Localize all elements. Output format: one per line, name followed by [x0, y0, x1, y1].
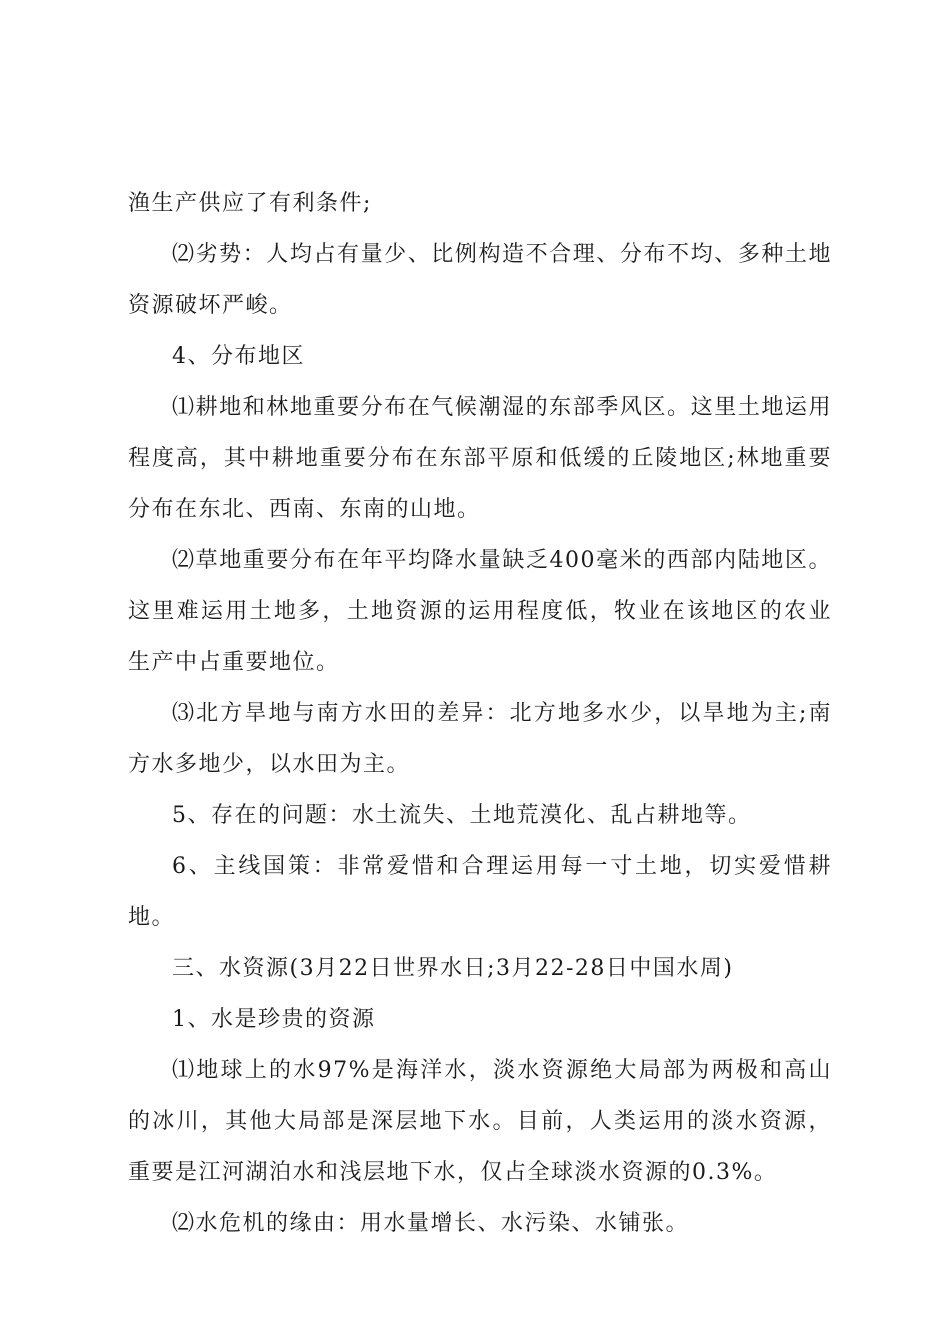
subsection-heading: 1、水是珍贵的资源 — [172, 1007, 376, 1032]
paragraph: ⑵水危机的缘由：用水量增长、水污染、水铺张。 — [172, 1211, 690, 1236]
section-heading: 4、分布地区 — [172, 344, 305, 369]
document-body — [128, 178, 832, 1249]
section-heading: 三、水资源(3月22日世界水日;3月22-28日中国水周) — [172, 956, 734, 981]
paragraph: 5、存在的问题：水土流失、土地荒漠化、乱占耕地等。 — [172, 803, 752, 828]
paragraph: ⑵劣势：人均占有量少、比例构造不合理、分布不均、多种土地资源破坏严峻。 — [128, 242, 832, 318]
paragraph: ⑴耕地和林地重要分布在气候潮湿的东部季风区。这里土地运用程度高，其中耕地重要分布在东部平原和低缓的丘陵地区;林地重要分布在东北、西南、东南的山地。 — [128, 395, 832, 522]
paragraph: 6、主线国策：非常爱惜和合理运用每一寸土地，切实爱惜耕地。 — [128, 854, 832, 930]
paragraph: ⑵草地重要分布在年平均降水量缺乏400毫米的西部内陆地区。这里难运用土地多，土地资源的运用程度低，牧业在该地区的农业生产中占重要地位。 — [128, 548, 832, 675]
paragraph: ⑶北方旱地与南方水田的差异：北方地多水少，以旱地为主;南方水多地少，以水田为主。 — [128, 701, 832, 777]
paragraph: ⑴地球上的水97%是海洋水，淡水资源绝大局部为两极和高山的冰川，其他大局部是深层地下水。目前，人类运用的淡水资源，重要是江河湖泊水和浅层地下水，仅占全球淡水资源的0.3%。 — [128, 1058, 832, 1185]
paragraph: 渔生产供应了有利条件; — [128, 191, 372, 216]
